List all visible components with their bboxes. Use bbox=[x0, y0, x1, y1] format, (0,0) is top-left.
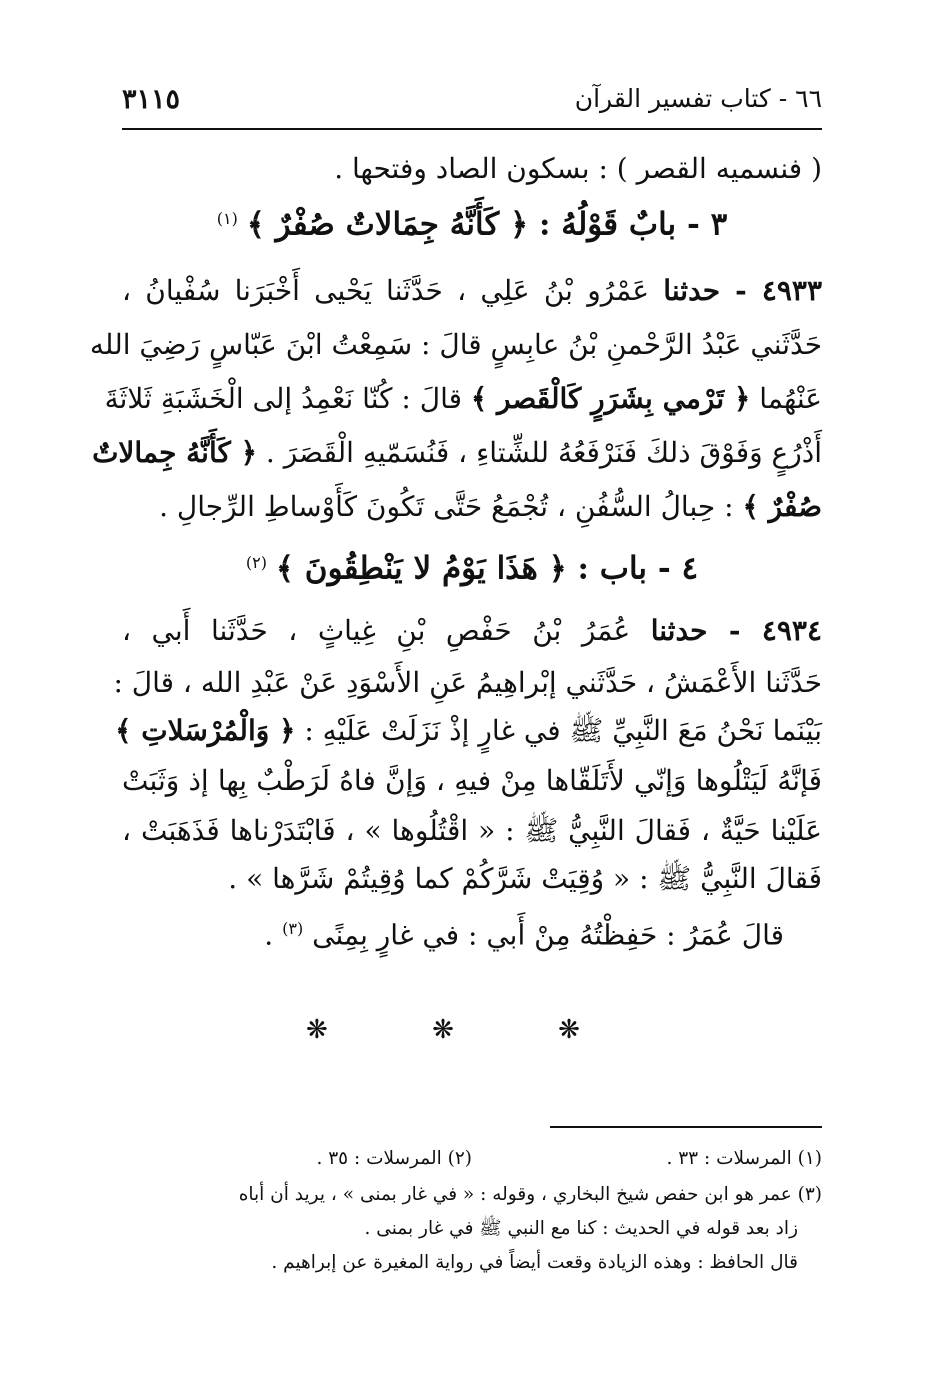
quran-quote: صُفْرٌ ﴾ bbox=[742, 490, 822, 523]
hadith-text: فَقالَ النَّبِيُّ ﷺ : « وُقِيَتْ شَرَّكُمْ كما وُقِيتُمْ شَرَّها » . bbox=[228, 862, 822, 895]
hadith-text: عُمَرُ بْنُ حَفْصِ بْنِ غِياثٍ ، حَدَّثَنا أَبي ، bbox=[122, 614, 631, 647]
hadith-4934-line bbox=[122, 608, 822, 654]
footnote-2: (٢) المرسلات : ٣٥ . bbox=[316, 1148, 472, 1169]
chapter-heading-text: ٣ - بابٌ قَوْلُهُ : ﴿ كَأَنَّهُ جِمَالاتٌ صُفْرٌ ﴾ bbox=[246, 206, 728, 243]
quran-quote: ﴿ تَرْمي بِشَرَرٍ كَالْقَصر ﴾ bbox=[470, 382, 751, 415]
hadith-number: ٤٩٣٣ - حدثنا bbox=[663, 274, 822, 307]
hadith-text: حَدَّثَنا الأَعْمَشُ ، حَدَّثَني إبْراهِيمُ عَنِ الأَسْوَدِ عَنْ عَبْدِ الله ، قالَ : bbox=[113, 666, 822, 699]
footnote-3-line: زاد بعد قوله في الحديث : كنا مع النبي ﷺ في غار بمنى . bbox=[364, 1218, 798, 1239]
hadith-4933-line bbox=[92, 430, 822, 476]
footnote-3-line: قال الحافظ : وهذه الزيادة وقعت أيضاً في رواية المغيرة عن إبراهيم . bbox=[271, 1252, 798, 1273]
hadith-text: قالَ عُمَرُ : حَفِظْتُهُ مِنْ أَبي : في غارٍ بِمِنًى bbox=[312, 918, 784, 952]
hadith-4933-line bbox=[89, 322, 822, 368]
hadith-4934-line bbox=[122, 808, 822, 854]
hadith-4934-line bbox=[122, 906, 784, 958]
chapter-heading-4 bbox=[122, 540, 822, 592]
hadith-text: عَمْرُو بْنُ عَلِي ، حَدَّثَنا يَحْيى أَخْبَرَنا سُفْيانُ ، bbox=[122, 274, 650, 307]
quran-quote: ﴿ وَالْمُرْسَلاتِ ﴾ bbox=[115, 714, 296, 747]
footnote-1: (١) المرسلات : ٣٣ . bbox=[666, 1148, 822, 1169]
section-separator-stars: ❋ ❋ ❋ bbox=[306, 1015, 628, 1045]
hadith-text: عَنْهُما bbox=[759, 382, 822, 415]
chapter-heading-text: ٤ - باب : ﴿ هَذَا يَوْمُ لا يَنْطِقُونَ ﴾ bbox=[275, 550, 699, 587]
hadith-text: حَدَّثَني عَبْدُ الرَّحْمنِ بْنُ عابِسٍ قالَ : سَمِعْتُ ابْنَ عَبّاسٍ رَضِيَ الله bbox=[89, 328, 822, 361]
hadith-text: بَيْنَما نَحْنُ مَعَ النَّبِيِّ ﷺ في غارٍ إذْ نَزَلَتْ عَلَيْهِ : bbox=[304, 714, 822, 747]
footnote-ref: (١) bbox=[216, 209, 238, 228]
chapter-heading-3 bbox=[122, 196, 822, 248]
hadith-text: أَذْرُعٍ وَفَوْقَ ذلكَ فَنَرْفَعُهُ للشِّتاءِ ، فَنُسَمّيهِ الْقَصَرَ . bbox=[265, 436, 822, 469]
page-number: ٣١١٥ bbox=[122, 84, 181, 115]
hadith-text: عَلَيْنا حَيَّةٌ ، فَقالَ النَّبِيُّ ﷺ : « اقْتُلُوها » ، فَابْتَدَرْناها فَذَهَبَتْ ، bbox=[122, 814, 822, 847]
header-rule bbox=[122, 128, 822, 130]
hadith-text: : حِبالُ السُّفُنِ ، تُجْمَعُ حَتَّى تَكُونَ كَأَوْساطِ الرِّجالِ . bbox=[159, 490, 734, 523]
hadith-text: قالَ : كُنّا نَعْمِدُ إلى الْخَشَبَةِ ثَلاثَةَ bbox=[104, 382, 462, 415]
running-header-title: ٦٦ - كتاب تفسير القرآن bbox=[574, 84, 822, 113]
footnote-rule bbox=[550, 1126, 822, 1128]
footnote-ref: (٢) bbox=[245, 553, 267, 572]
hadith-4933-line bbox=[122, 484, 822, 530]
footnote-3-line: (٣) عمر هو ابن حفص شيخ البخاري ، وقوله : « في غار بمنى » ، يريد أن أباه bbox=[238, 1184, 822, 1205]
hadith-number: ٤٩٣٤ - حدثنا bbox=[650, 614, 822, 647]
hadith-4934-line bbox=[113, 660, 822, 706]
quran-quote: ﴿ كَأَنَّهُ جِمالاتٌ bbox=[92, 436, 257, 469]
hadith-text: فَإنَّهُ لَيَتْلُوها وَإنّي لأَتَلَقّاها مِنْ فيهِ ، وَإنَّ فاهُ لَرَطْبٌ بِها إذ وَثَبَتْ bbox=[122, 764, 822, 797]
hadith-4934-line bbox=[122, 758, 822, 804]
text-line bbox=[122, 146, 822, 192]
hadith-4933-line bbox=[122, 268, 822, 314]
explanation-text: ( فنسميه القصر ) : بسكون الصاد وفتحها . bbox=[334, 152, 822, 185]
hadith-4933-line bbox=[104, 376, 822, 422]
hadith-text: . bbox=[264, 918, 274, 952]
hadith-4934-line bbox=[115, 708, 822, 754]
hadith-4934-line bbox=[122, 856, 822, 902]
footnote-ref: (٣) bbox=[282, 919, 304, 938]
